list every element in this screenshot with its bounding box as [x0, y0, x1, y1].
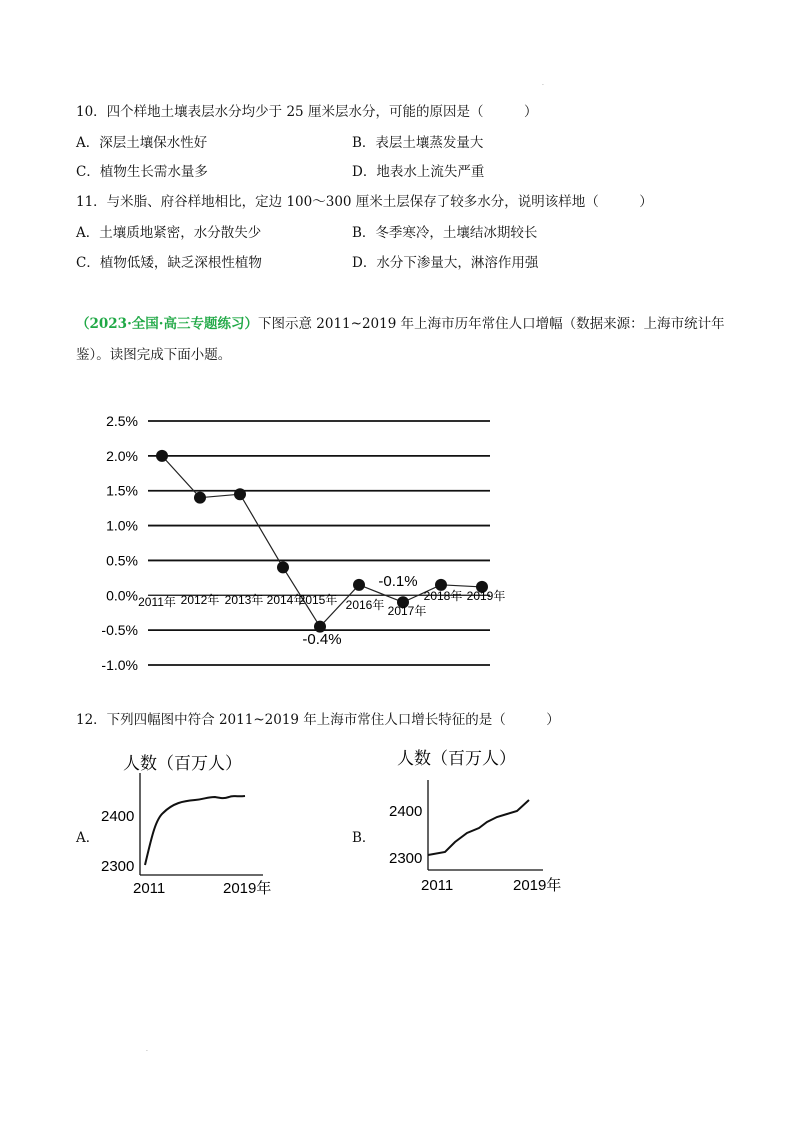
data-point [194, 492, 206, 504]
data-point [234, 488, 246, 500]
population-growth-chart [0, 400, 560, 690]
q11-option-a[interactable]: A．土壤质地紧密，水分散失少 [76, 225, 262, 241]
q11-stem: 11．与米脂、府谷样地相比，定边 100～300 厘米土层保存了较多水分，说明该样地（ ） [76, 194, 653, 210]
x-tick-label: 2011年 [138, 595, 176, 609]
q10-option-b[interactable]: B．表层土壤蒸发量大 [352, 135, 484, 151]
q11-option-d[interactable]: D．水分下渗量大，淋溶作用强 [352, 255, 539, 271]
scan-dot-bottom: · [146, 1048, 148, 1055]
option-a-ylabel: 人数（百万人） [123, 754, 242, 773]
option-b-ylabel: 人数（百万人） [397, 749, 516, 768]
q12-stem: 12．下列四幅图中符合 2011~2019 年上海市常住人口增长特征的是（ ） [76, 712, 560, 728]
q11-option-b[interactable]: B．冬季寒冷，土壤结冰期较长 [352, 225, 538, 241]
option-b-xtick-2011: 2011 [421, 877, 454, 894]
y-tick-label: 1.0% [106, 517, 138, 534]
q12-option-a-label[interactable]: A． [76, 830, 100, 846]
q10-option-a[interactable]: A．深层土壤保水性好 [76, 135, 208, 151]
q10-stem: 10．四个样地土壤表层水分均少于 25 厘米层水分，可能的原因是（ ） [76, 104, 538, 120]
x-tick-label: 2013年 [224, 593, 264, 607]
data-point [156, 450, 168, 462]
option-a-ytick-2400: 2400 [101, 808, 135, 825]
y-tick-label: 0.0% [106, 587, 138, 604]
option-a-curve [145, 796, 245, 865]
intro-text-2: 鉴）。读图完成下面小题。 [76, 347, 232, 363]
x-tick-label: 2015年 [298, 593, 338, 607]
x-tick-label: 2019年 [466, 589, 506, 603]
x-tick-label: 2014年 [266, 593, 306, 607]
data-point [277, 561, 289, 573]
y-tick-label: -0.5% [101, 622, 138, 639]
y-tick-label: 2.0% [106, 447, 138, 464]
y-tick-label: 2.5% [106, 413, 138, 429]
y-tick-label: -1.0% [101, 657, 138, 673]
intro-text-1: 下图示意 2011~2019 年上海市历年常住人口增幅（数据来源：上海市统计年 [257, 316, 725, 332]
chart-x-ticks [138, 588, 505, 618]
x-tick-label: 2018年 [423, 589, 463, 603]
option-b-chart[interactable] [383, 740, 583, 895]
q10-option-c[interactable]: C．植物生长需水量多 [76, 164, 208, 180]
data-point [353, 579, 365, 591]
annotation-label: -0.4% [302, 631, 342, 648]
option-a-xtick-2011: 2011 [133, 880, 166, 897]
intro-source: （2023·全国·高三专题练习） [76, 316, 258, 332]
option-a-ytick-2300: 2300 [101, 858, 135, 875]
x-tick-label: 2012年 [180, 593, 220, 607]
option-a-xtick-2019: 2019年 [223, 880, 272, 897]
option-b-xtick-2019: 2019年 [513, 877, 562, 894]
y-tick-label: 0.5% [106, 552, 138, 569]
annotation-label: -0.1% [378, 573, 418, 590]
scan-dot: · [542, 82, 544, 89]
chart-y-ticks [101, 413, 138, 673]
q11-option-c[interactable]: C．植物低矮，缺乏深根性植物 [76, 255, 262, 271]
option-b-ytick-2300: 2300 [389, 850, 423, 867]
x-tick-label: 2016年 [345, 598, 385, 612]
option-a-chart[interactable] [95, 745, 295, 900]
q10-option-d[interactable]: D．地表水上流失严重 [352, 164, 485, 180]
intro-line-1 [76, 312, 725, 332]
q12-option-b-label[interactable]: B． [352, 830, 376, 846]
y-tick-label: 1.5% [106, 482, 138, 499]
option-b-ytick-2400: 2400 [389, 803, 423, 820]
x-tick-label: 2017年 [387, 604, 427, 618]
option-b-curve [428, 800, 529, 855]
